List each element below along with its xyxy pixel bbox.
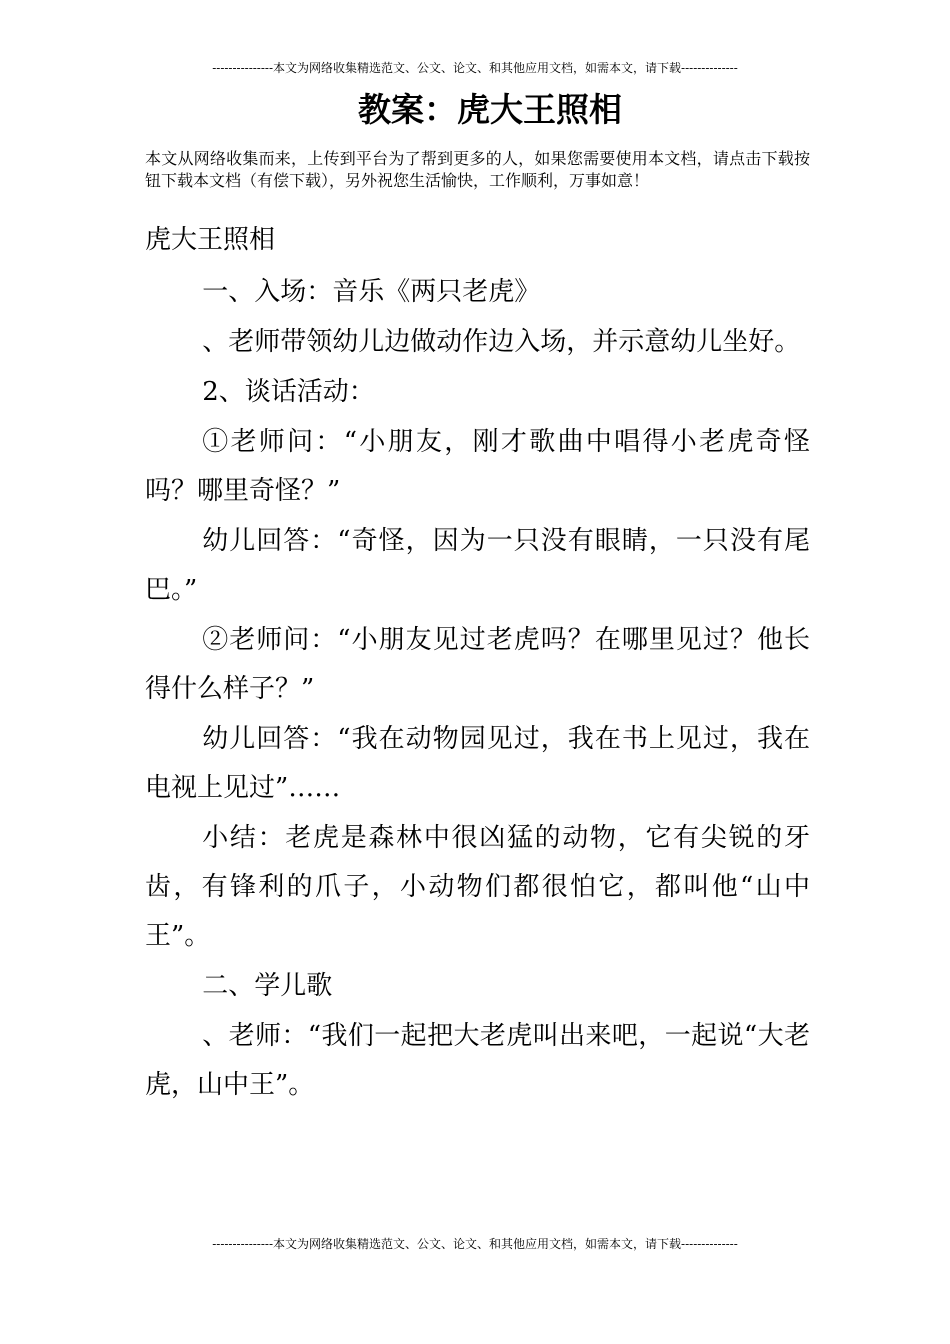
paragraph-summary: 小结：老虎是森林中很凶猛的动物，它有尖锐的牙齿，有锋利的爪子，小动物们都很怕它，都叫他“山中王”。 bbox=[145, 823, 810, 951]
paragraph-teacher-call: 、老师：“我们一起把大老虎叫出来吧，一起说“大老虎，山中王”。 bbox=[145, 1021, 810, 1100]
paragraph-teacher-leads: 、老师带领幼儿边做动作边入场，并示意幼儿坐好。 bbox=[202, 327, 801, 357]
paragraph-talk-activity: 2、谈话活动： bbox=[202, 377, 375, 407]
paragraph-answer-2: 幼儿回答：“我在动物园见过，我在书上见过，我在电视上见过”…… bbox=[145, 724, 810, 803]
paragraph-learn-rhyme: 二、学儿歌 bbox=[202, 971, 333, 1001]
paragraph-question-2: ②老师问：“小朋友见过老虎吗？在哪里见过？他长得什么样子？” bbox=[145, 625, 810, 704]
page-header-note: ---------------本文为网络收集精选范文、公文、论文、和其他应用文档，如需本文，请下载-------------- bbox=[212, 61, 738, 75]
article-body bbox=[145, 218, 810, 1111]
paragraph-question-1: ①老师问：“小朋友，刚才歌曲中唱得小老虎奇怪吗？哪里奇怪？” bbox=[145, 427, 810, 506]
document-title: 教案：虎大王照相 bbox=[358, 90, 622, 129]
paragraph-answer-1: 幼儿回答：“奇怪，因为一只没有眼睛，一只没有尾巴。” bbox=[145, 526, 810, 605]
intro-paragraph: 本文从网络收集而来，上传到平台为了帮到更多的人，如果您需要使用本文档，请点击下载按钮下载本文档（有偿下载），另外祝您生活愉快，工作顺利，万事如意！ bbox=[145, 149, 810, 190]
page-footer-note: ---------------本文为网络收集精选范文、公文、论文、和其他应用文档，如需本文，请下载-------------- bbox=[212, 1237, 738, 1251]
paragraph-entry-music: 一、入场：音乐《两只老虎》 bbox=[202, 277, 541, 307]
article-subtitle: 虎大王照相 bbox=[145, 225, 276, 255]
